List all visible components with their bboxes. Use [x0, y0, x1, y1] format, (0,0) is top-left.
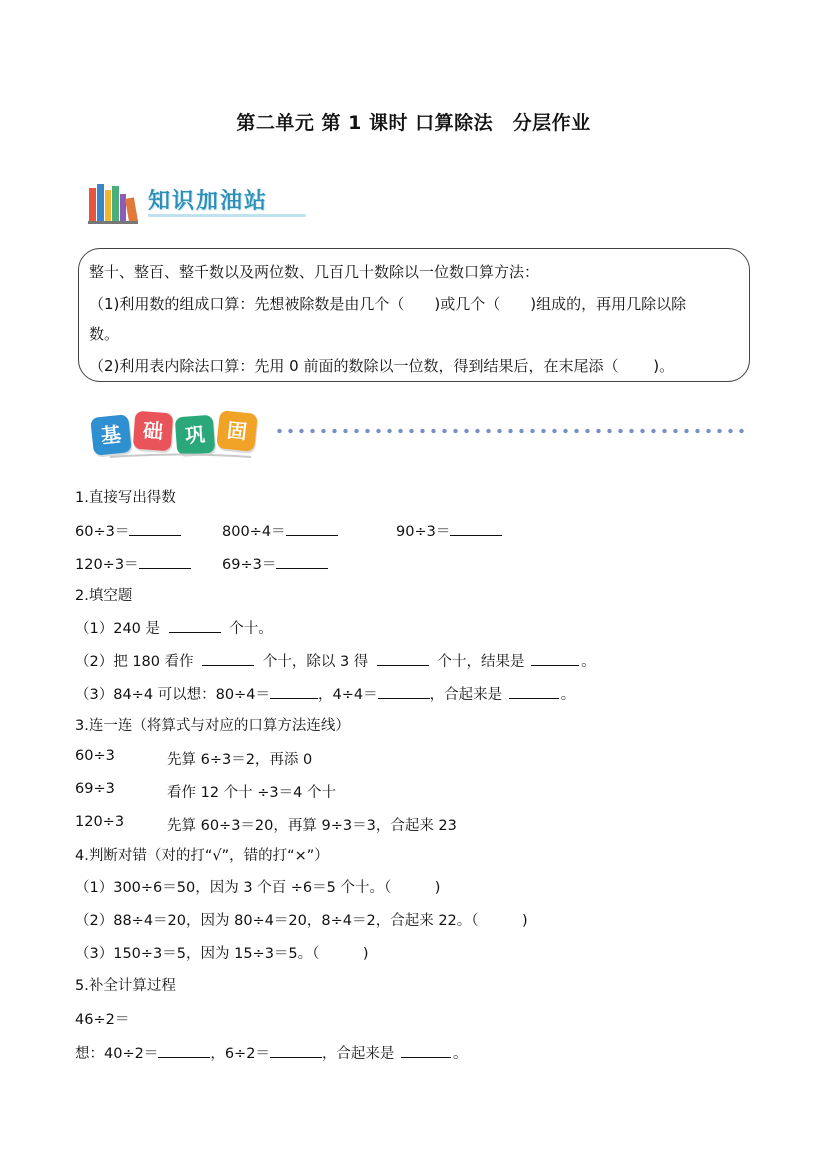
q4-item-3: （3）150÷3＝5，因为 15÷3＝5。（ ): [75, 946, 369, 962]
q1-item-5: 69÷3＝: [222, 553, 328, 574]
q5-expression: 46÷2＝: [75, 1012, 130, 1028]
q5-process: 想：40÷2＝ ，6÷2＝ ，合起来是 。: [75, 1042, 468, 1063]
q2-line-2: （2）把 180 看作 个十，除以 3 得 个十，结果是 。: [75, 650, 596, 671]
banner-swoosh: [108, 452, 253, 460]
banner-tile-ji: 基: [90, 414, 132, 456]
banner-tile-gong: 巩: [175, 415, 216, 456]
banner-tile-gu: 固: [216, 410, 258, 452]
knowledge-line-4: （2)利用表内除法口算：先用 0 前面的数除以一位数，得到结果后，在末尾添（ )。: [89, 357, 675, 375]
knowledge-line-2: （1)利用数的组成口算：先想被除数是由几个（ )或几个（ )组成的，再用几除以除: [89, 295, 687, 313]
knowledge-banner: [88, 180, 328, 226]
q4-heading: 4.判断对错（对的打“√”，错的打“×”）: [75, 848, 329, 864]
banner-tile-chu: 础: [133, 411, 174, 452]
dotted-rule: [274, 428, 744, 434]
q5-heading: 5.补全计算过程: [75, 978, 176, 994]
q1-item-3: 90÷3＝: [396, 520, 502, 541]
page-title: 第二单元 第 1 课时 口算除法 分层作业: [236, 112, 591, 134]
knowledge-banner-label: 知识加油站: [148, 189, 269, 214]
q3-right-2: 看作 12 个十 ÷3＝4 个十: [167, 785, 336, 801]
q4-item-2: （2）88÷4＝20，因为 80÷4＝20，8÷4＝2，合起来 22。（ ): [75, 913, 528, 929]
banner-underline: [148, 214, 306, 217]
q3-left-2: 69÷3: [75, 781, 115, 797]
basics-banner: [88, 408, 748, 464]
knowledge-box: [78, 248, 750, 382]
q2-line-1: （1）240 是 个十。: [75, 617, 273, 638]
q2-heading: 2.填空题: [75, 588, 133, 604]
q3-right-3: 先算 60÷3＝20，再算 9÷3＝3，合起来 23: [167, 818, 457, 834]
q1-item-1: 60÷3＝: [75, 520, 181, 541]
books-icon: [88, 182, 138, 224]
q3-heading: 3.连一连（将算式与对应的口算方法连线）: [75, 718, 350, 734]
knowledge-line-1: 整十、整百、整千数以及两位数、几百几十数除以一位数口算方法：: [89, 263, 540, 281]
q3-right-1: 先算 6÷3＝2，再添 0: [167, 752, 313, 768]
q2-line-3: （3）84÷4 可以想：80÷4＝ ，4÷4＝ ，合起来是 。: [75, 683, 575, 704]
q1-heading: 1.直接写出得数: [75, 490, 176, 506]
q4-item-1: （1）300÷6＝50，因为 3 个百 ÷6＝5 个十。（ ): [75, 880, 441, 896]
q3-left-1: 60÷3: [75, 748, 115, 764]
q1-item-4: 120÷3＝: [75, 553, 191, 574]
q1-item-2: 800÷4＝: [222, 520, 338, 541]
q3-left-3: 120÷3: [75, 814, 125, 830]
knowledge-line-3: 数。: [89, 325, 120, 343]
